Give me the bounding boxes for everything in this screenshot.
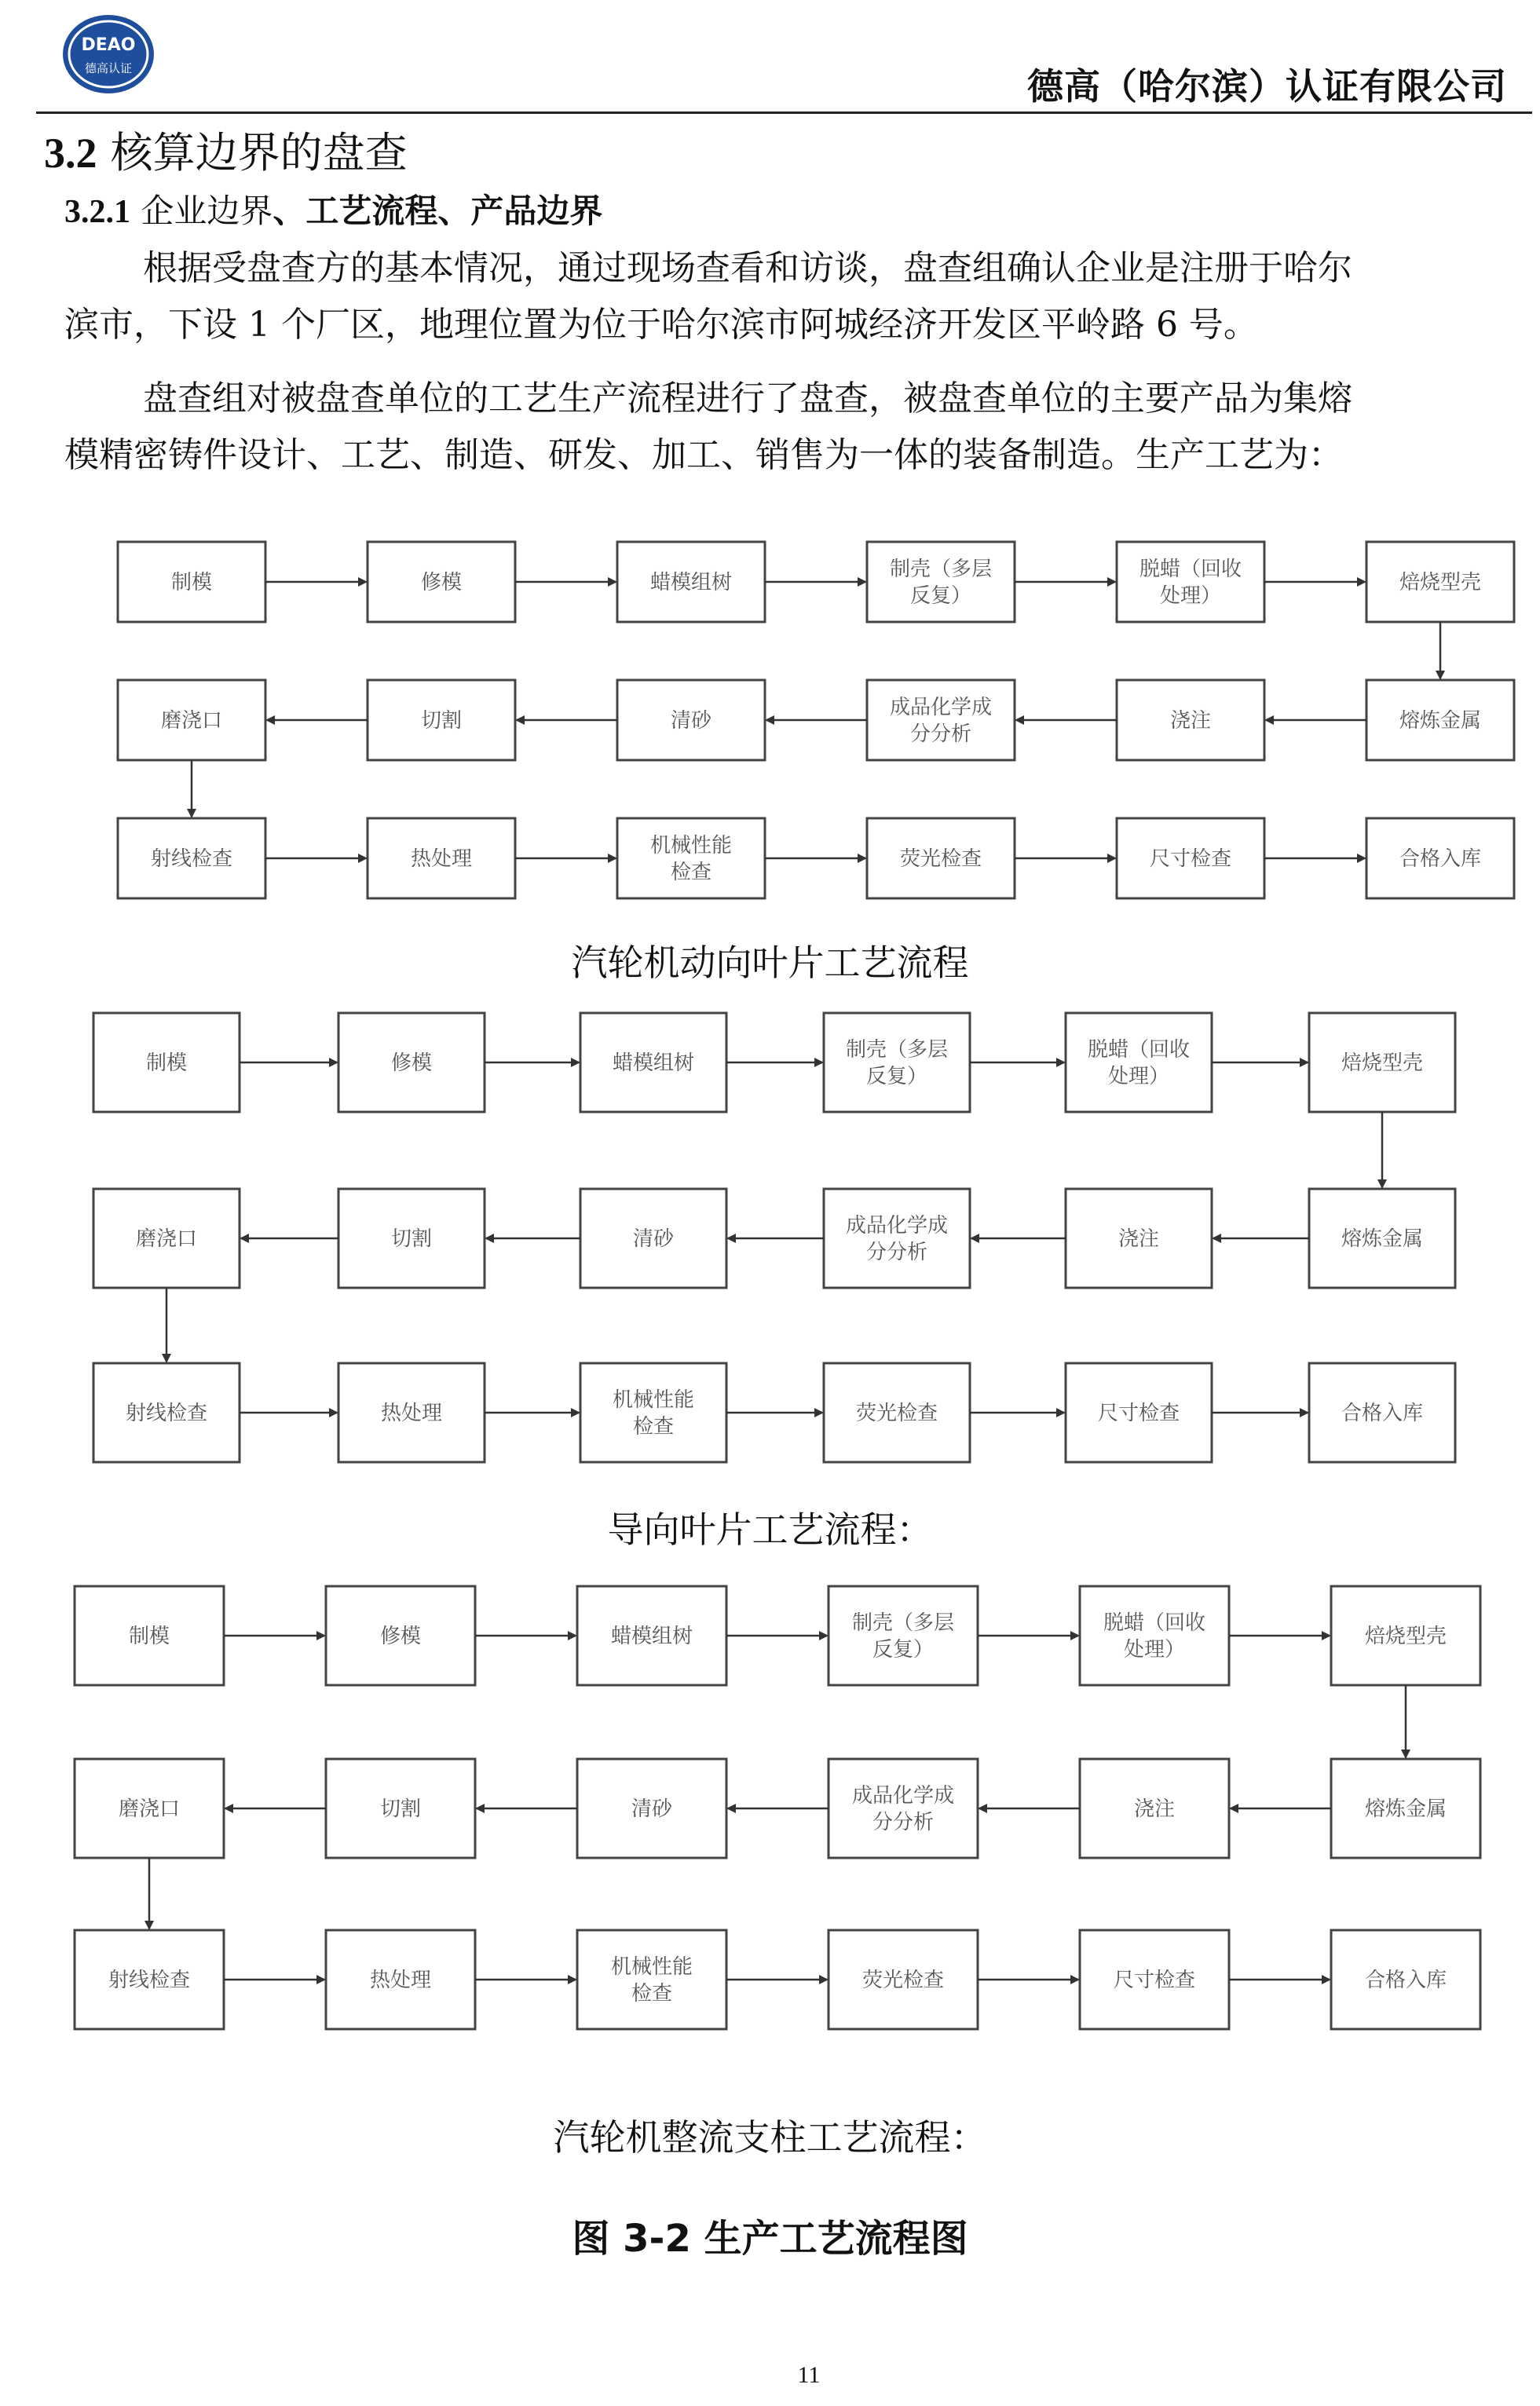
flow-step [1066,1363,1212,1462]
flow-step-box [577,1930,726,2029]
flow-step-label: 合格入库 [1341,1402,1424,1425]
header-company-name: 德高（哈尔滨）认证有限公司 [1027,65,1507,108]
flow-step-label: 热处理 [410,847,473,871]
flow-step-label: 修模 [390,1051,433,1075]
flow-step-box [829,1759,978,1858]
flow-step-label: 制壳（多层 [851,1611,955,1635]
flow-step-label: 热处理 [369,1969,432,1992]
flow-step-label: 熔炼金属 [1341,1227,1424,1251]
flow-step-label: 脱蜡（回收 [1139,558,1242,581]
flow-step [326,1586,475,1685]
figure-caption: 图 3-2 生产工艺流程图 [572,2217,968,2261]
flow-step [338,1363,485,1462]
flow-step-label: 熔炼金属 [1399,709,1482,733]
flow-step-label: 反复） [865,1065,928,1088]
page-number: 11 [797,2362,821,2388]
header-divider [36,112,1532,114]
logo-subtext: 德高认证 [84,61,133,75]
flow-step [1117,542,1264,622]
logo-text: DEAO [81,35,136,55]
flow-step-label: 荧光检查 [899,847,982,871]
flow-step-label: 尺寸检查 [1113,1969,1196,1992]
flow-step-label: 清砂 [631,1797,673,1821]
subsection-title-bold: 、工艺流程、产品边界 [273,192,603,230]
flow-step-label: 脱蜡（回收 [1103,1611,1206,1635]
flow-step-label: 清砂 [670,709,712,733]
subsection-number: 3.2.1 [64,194,130,230]
flow-step [617,680,765,760]
flow-step [829,1586,978,1685]
flow-step [326,1759,475,1858]
flow-step-box [580,1363,726,1462]
flow-step-label: 制壳（多层 [845,1038,949,1062]
flow-step [93,1013,240,1112]
flow-step-box [1117,542,1264,622]
flow-step [867,818,1015,898]
flow-step-label: 切割 [420,709,463,733]
flow-step-label: 射线检查 [150,847,233,871]
flow-step-label: 制模 [170,571,213,594]
flow-step [824,1189,970,1288]
flow-step [1309,1363,1455,1462]
flow-step [867,542,1015,622]
flow-step [577,1759,726,1858]
company-logo [60,11,157,97]
subsection-title [64,185,602,232]
flow-step-label: 焙烧型壳 [1341,1051,1424,1075]
flow-step-label: 检查 [632,1415,675,1439]
flow-step [824,1363,970,1462]
flow-step-label: 制壳（多层 [889,558,993,581]
flow-step [118,680,265,760]
flow-step-label: 反复） [909,584,972,608]
flow-step [580,1189,726,1288]
flow-step-label: 尺寸检查 [1097,1402,1180,1425]
flow-step [580,1363,726,1462]
flow-step-label: 修模 [379,1625,422,1648]
flow-step-label: 磨浇口 [118,1797,181,1821]
flow-step [577,1930,726,2029]
flow-step-label: 尺寸检查 [1149,847,1232,871]
flow-step [338,1189,485,1288]
section-title-text: 核算边界的盘查 [110,128,408,177]
flow-step-label: 磨浇口 [160,709,223,733]
flow-step-label: 制模 [128,1625,170,1648]
flow-step [368,542,515,622]
flow-step [1309,1189,1455,1288]
flowchart-strut [0,1578,1540,2049]
flow-step-label: 合格入库 [1399,847,1482,871]
flow-step [1366,680,1514,760]
flow-step [118,818,265,898]
flow-step-label: 机械性能 [649,834,733,857]
flow-step-label: 蜡模组树 [649,571,733,594]
flow-step [75,1930,224,2029]
flow-step [1366,818,1514,898]
flow-step [1331,1759,1480,1858]
flow-step-label: 浇注 [1169,709,1212,733]
flow-step-box [1080,1586,1229,1685]
flow-step-box [1066,1013,1212,1112]
paragraph-line: 滨市，下设 1 个厂区，地理位置为位于哈尔滨市阿城经济开发区平岭路 6 号。 [64,305,1258,345]
flow-step-box [824,1189,970,1288]
flow-step [867,680,1015,760]
flow-step [1080,1759,1229,1858]
flowchart-rotor-blade [0,534,1540,903]
flow-step-label: 机械性能 [610,1955,693,1979]
flowchart-guide-vane [0,1005,1540,1476]
flow-step-box [867,542,1015,622]
flow-step-label: 成品化学成 [851,1784,955,1808]
flow-step [617,818,765,898]
flow-step-label: 处理） [1159,584,1222,608]
flow-step-label: 检查 [631,1982,673,2006]
flow-step-label: 射线检查 [125,1402,208,1425]
paragraph-process [64,371,1535,484]
flow-step-label: 处理） [1107,1065,1170,1088]
flowchart-caption: 汽轮机动向叶片工艺流程 [571,942,969,984]
flow-step-label: 分分析 [865,1241,928,1264]
flow-step [824,1013,970,1112]
flow-step [829,1930,978,2029]
flow-step [368,680,515,760]
flow-step-label: 荧光检查 [861,1969,945,1992]
paragraph-boundary [64,240,1535,353]
flow-step [1331,1586,1480,1685]
flow-step-label: 蜡模组树 [610,1625,693,1648]
flow-step [617,542,765,622]
flow-step-label: 机械性能 [612,1388,695,1412]
flow-step-label: 焙烧型壳 [1364,1625,1447,1648]
flow-step [1331,1930,1480,2029]
flow-step-label: 切割 [379,1797,422,1821]
flow-step [1080,1586,1229,1685]
flow-step [93,1363,240,1462]
flow-step [1066,1189,1212,1288]
flow-step-label: 分分析 [872,1811,935,1834]
flow-step-label: 反复） [872,1638,935,1662]
flow-step-label: 蜡模组树 [612,1051,695,1075]
paragraph-line: 盘查组对被盘查单位的工艺生产流程进行了盘查，被盘查单位的主要产品为集熔 [143,378,1352,419]
flow-step-label: 成品化学成 [889,696,993,719]
flow-step [118,542,265,622]
flow-step-label: 制模 [145,1051,188,1075]
flow-step [1117,680,1264,760]
flow-step-label: 切割 [390,1227,433,1251]
flow-step [1080,1930,1229,2029]
flow-step-label: 荧光检查 [855,1402,938,1425]
flow-step-label: 清砂 [632,1227,675,1251]
flow-step [1309,1013,1455,1112]
flow-step-box [617,818,765,898]
subsection-title-plain: 企业边界 [141,192,273,230]
flowchart-caption: 汽轮机整流支柱工艺流程： [553,2116,987,2159]
flow-step [580,1013,726,1112]
paragraph-line: 模精密铸件设计、工艺、制造、研发、加工、销售为一体的装备制造。生产工艺为： [64,435,1343,475]
section-number: 3.2 [44,130,97,177]
flow-step-label: 检查 [670,861,712,884]
flow-step [368,818,515,898]
flow-step-box [867,680,1015,760]
flow-step [1117,818,1264,898]
flow-step [338,1013,485,1112]
flow-step [75,1586,224,1685]
flow-step [75,1759,224,1858]
flow-step-label: 脱蜡（回收 [1087,1038,1191,1062]
flow-step [93,1189,240,1288]
flow-step [829,1759,978,1858]
flow-step-label: 合格入库 [1364,1969,1447,1992]
flow-step [1066,1013,1212,1112]
flow-step-box [829,1586,978,1685]
flow-step-label: 焙烧型壳 [1399,571,1482,594]
flow-step-label: 熔炼金属 [1364,1797,1447,1821]
flow-step-label: 分分析 [909,722,972,746]
flow-step-label: 成品化学成 [845,1214,949,1238]
flow-step-box [824,1013,970,1112]
flow-step-label: 浇注 [1133,1797,1176,1821]
flow-step-label: 射线检查 [108,1969,191,1992]
paragraph-line: 根据受盘查方的基本情况，通过现场查看和访谈，盘查组确认企业是注册于哈尔 [143,248,1352,288]
flow-step-label: 浇注 [1118,1227,1160,1251]
section-title [44,119,408,180]
flow-step [577,1586,726,1685]
flowchart-caption: 导向叶片工艺流程： [607,1508,933,1551]
flow-step-label: 热处理 [380,1402,443,1425]
flow-step [1366,542,1514,622]
flow-step [326,1930,475,2029]
flow-step-label: 修模 [420,571,463,594]
flow-step-label: 处理） [1123,1638,1186,1662]
flow-step-label: 磨浇口 [135,1227,198,1251]
